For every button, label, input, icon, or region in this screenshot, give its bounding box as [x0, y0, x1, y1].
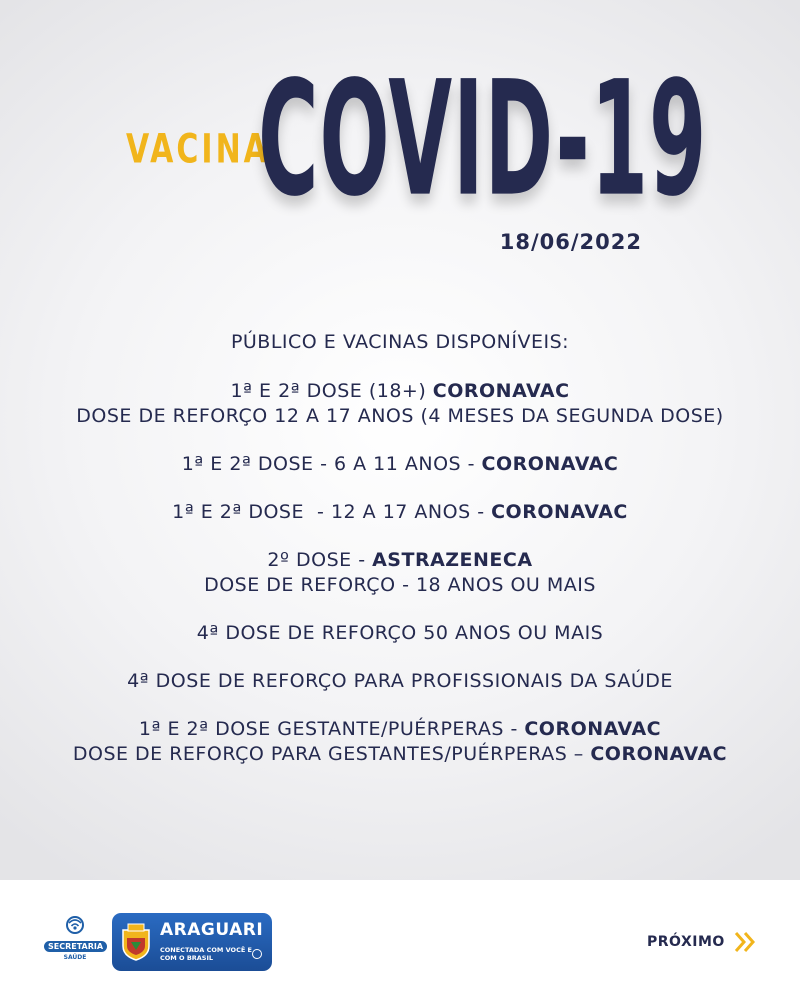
small-seal-icon — [252, 949, 262, 959]
double-chevron-right-icon[interactable] — [733, 930, 759, 954]
vaccine-name: CORONAVAC — [481, 453, 619, 475]
covid-title: COVID-19 — [258, 46, 708, 232]
secretaria-sub: SAÚDE — [63, 954, 87, 961]
list-item-line — [20, 379, 780, 404]
list-item-line — [20, 717, 780, 742]
secretaria-logo — [44, 914, 106, 970]
vacina-label: VACINA — [126, 126, 270, 174]
item-text: 1ª E 2ª DOSE - 6 A 11 ANOS - — [181, 453, 482, 475]
item-text: 4ª DOSE DE REFORÇO 50 ANOS OU MAIS — [196, 622, 604, 644]
date-label: 18/06/2022 — [499, 230, 642, 254]
vaccine-name: CORONAVAC — [491, 501, 628, 523]
list-item-line — [20, 669, 780, 694]
vaccine-name: CORONAVAC — [524, 718, 662, 740]
item-text: 1ª E 2ª DOSE - 12 A 17 ANOS - — [172, 501, 492, 523]
araguari-logo — [112, 913, 272, 971]
item-text: DOSE DE REFORÇO PARA GESTANTES/PUÉRPERAS – — [72, 743, 591, 765]
item-text: 2º DOSE - — [267, 549, 373, 571]
list-item-line — [20, 500, 780, 525]
list-item-line — [20, 621, 780, 646]
item-text: DOSE DE REFORÇO 12 A 17 ANOS (4 MESES DA SEGUNDA DOSE) — [76, 405, 724, 427]
secretaria-label: SECRETARIA — [44, 941, 107, 952]
list-item — [20, 669, 780, 694]
list-item-line — [20, 742, 780, 767]
item-text: DOSE DE REFORÇO - 18 ANOS OU MAIS — [204, 574, 596, 596]
vaccine-name: ASTRAZENECA — [372, 549, 533, 571]
list-item-line — [20, 548, 780, 573]
vaccine-name: CORONAVAC — [590, 743, 728, 765]
item-text: 1ª E 2ª DOSE (18+) — [230, 380, 433, 402]
vaccine-list — [20, 330, 780, 790]
city-tagline: CONECTADA COM VOCÊ E COM O BRASIL — [160, 946, 252, 962]
item-text: 1ª E 2ª DOSE GESTANTE/PUÉRPERAS - — [138, 718, 525, 740]
list-item-line — [20, 573, 780, 598]
vaccine-name: CORONAVAC — [432, 380, 570, 402]
wifi-globe-icon — [64, 914, 86, 934]
list-item — [20, 500, 780, 525]
list-item — [20, 379, 780, 429]
list-item-line — [20, 452, 780, 477]
city-crest-icon — [119, 922, 153, 962]
list-item — [20, 452, 780, 477]
item-text: 4ª DOSE DE REFORÇO PARA PROFISSIONAIS DA SAÚDE — [127, 670, 673, 692]
next-button-label[interactable]: PRÓXIMO — [647, 934, 725, 950]
title-row — [0, 46, 800, 232]
list-item — [20, 621, 780, 646]
footer-bar — [0, 880, 800, 996]
list-heading: PÚBLICO E VACINAS DISPONÍVEIS: — [230, 331, 570, 353]
list-item-line — [20, 404, 780, 429]
list-item — [20, 548, 780, 598]
city-name: ARAGUARI — [160, 920, 264, 940]
list-item — [20, 717, 780, 767]
